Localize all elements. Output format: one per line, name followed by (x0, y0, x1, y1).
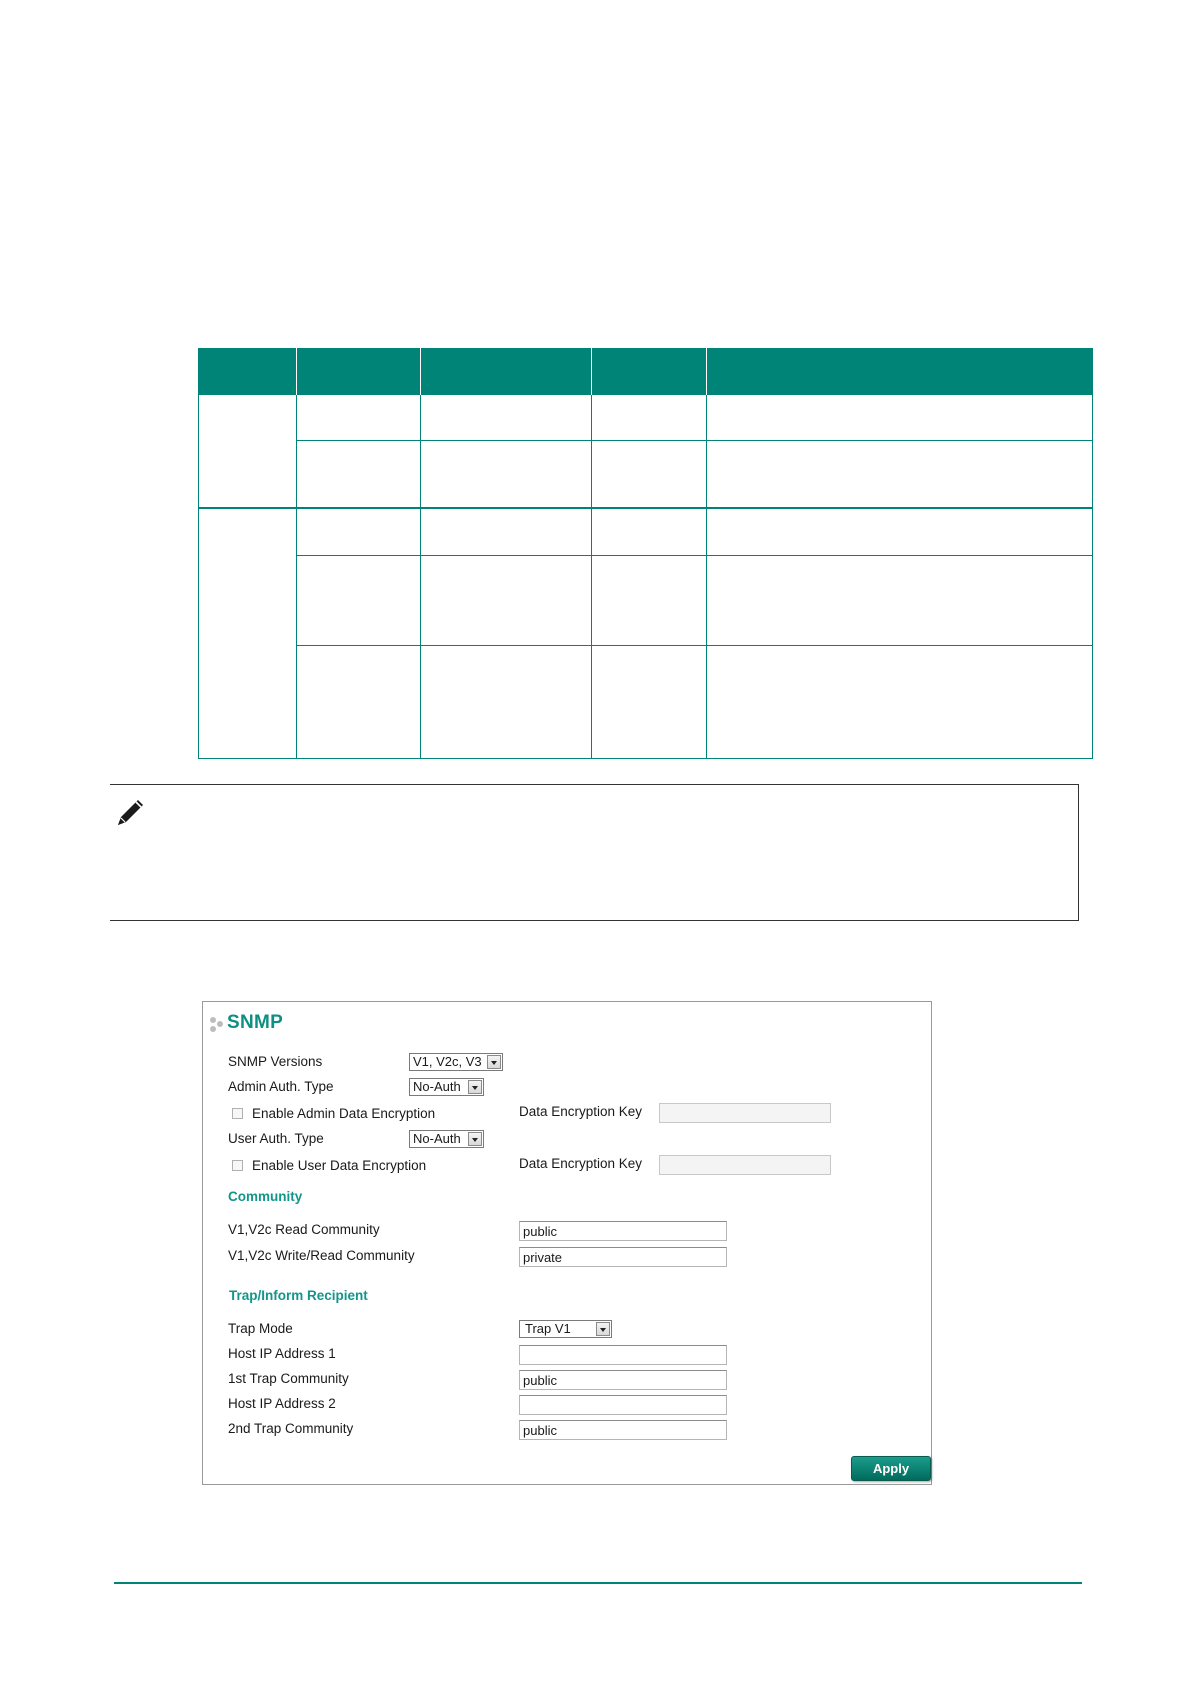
host-ip-2-input[interactable] (519, 1395, 727, 1415)
table-cell (421, 441, 592, 509)
table-row (199, 441, 1093, 509)
admin-auth-type-value: No-Auth (413, 1079, 461, 1094)
trap-mode-value: Trap V1 (525, 1321, 571, 1336)
user-auth-type-select[interactable] (409, 1130, 484, 1148)
snmp-versions-value: V1, V2c, V3 (413, 1054, 482, 1069)
trap-heading: Trap/Inform Recipient (229, 1288, 368, 1303)
table-row (199, 395, 1093, 441)
apply-button[interactable]: Apply (851, 1456, 931, 1481)
table-cell (707, 556, 1093, 646)
host-ip-2-label: Host IP Address 2 (228, 1396, 336, 1411)
footer-divider (114, 1582, 1082, 1584)
table-cell (297, 556, 421, 646)
read-community-label: V1,V2c Read Community (228, 1222, 380, 1237)
write-community-input[interactable] (519, 1247, 727, 1267)
table-header-cell (421, 348, 592, 395)
user-encryption-label: Enable User Data Encryption (252, 1158, 427, 1173)
table-row (199, 508, 1093, 556)
table-cell (707, 646, 1093, 759)
table-cell (421, 395, 592, 441)
snmp-versions-label: SNMP Versions (228, 1054, 323, 1069)
table-header-cell (592, 348, 707, 395)
write-community-label: V1,V2c Write/Read Community (228, 1248, 415, 1263)
settings-table (198, 348, 1093, 759)
dropdown-arrow-icon (468, 1080, 482, 1094)
table-row (199, 646, 1093, 759)
admin-encryption-checkbox[interactable] (232, 1108, 243, 1119)
table-cell (592, 556, 707, 646)
table-cell (297, 646, 421, 759)
community-heading: Community (228, 1189, 303, 1204)
trap-community-1-label: 1st Trap Community (228, 1371, 349, 1386)
table-header-cell (707, 348, 1093, 395)
user-encryption-key-label: Data Encryption Key (519, 1156, 643, 1171)
table-cell (592, 508, 707, 556)
snmp-versions-select[interactable] (409, 1053, 503, 1071)
trap-mode-select[interactable] (519, 1320, 612, 1338)
table-cell (592, 395, 707, 441)
table-cell (421, 508, 592, 556)
table-header-cell (199, 348, 297, 395)
table-cell (297, 441, 421, 509)
trap-community-1-input[interactable] (519, 1370, 727, 1390)
table-cell (297, 395, 421, 441)
table-cell (592, 646, 707, 759)
trap-mode-label: Trap Mode (228, 1321, 293, 1336)
admin-encryption-label: Enable Admin Data Encryption (252, 1106, 436, 1121)
table-cell (421, 646, 592, 759)
read-community-input[interactable] (519, 1221, 727, 1241)
dots-icon (209, 1016, 225, 1036)
admin-auth-type-label: Admin Auth. Type (228, 1079, 334, 1094)
table-cell (297, 508, 421, 556)
dropdown-arrow-icon (468, 1132, 482, 1146)
table-row (199, 556, 1093, 646)
note-box (110, 784, 1079, 921)
trap-community-2-label: 2nd Trap Community (228, 1421, 354, 1436)
dropdown-arrow-icon (596, 1322, 610, 1336)
table-group-cell (199, 395, 297, 509)
snmp-panel (202, 1001, 932, 1485)
host-ip-1-input[interactable] (519, 1345, 727, 1365)
panel-title: SNMP (227, 1012, 284, 1033)
user-encryption-key-input[interactable] (659, 1155, 831, 1175)
table-cell (592, 441, 707, 509)
admin-encryption-key-label: Data Encryption Key (519, 1104, 643, 1119)
table-cell (707, 441, 1093, 509)
table-cell (421, 556, 592, 646)
table-cell (707, 395, 1093, 441)
trap-community-2-input[interactable] (519, 1420, 727, 1440)
table-header-row (199, 348, 1093, 395)
user-encryption-checkbox[interactable] (232, 1160, 243, 1171)
admin-auth-type-select[interactable] (409, 1078, 484, 1096)
user-auth-type-label: User Auth. Type (228, 1131, 324, 1146)
table-header-cell (297, 348, 421, 395)
host-ip-1-label: Host IP Address 1 (228, 1346, 336, 1361)
user-auth-type-value: No-Auth (413, 1131, 461, 1146)
admin-encryption-key-input[interactable] (659, 1103, 831, 1123)
table-cell (707, 508, 1093, 556)
pencil-icon (114, 795, 148, 829)
dropdown-arrow-icon (487, 1055, 501, 1069)
table-group-cell (199, 508, 297, 759)
